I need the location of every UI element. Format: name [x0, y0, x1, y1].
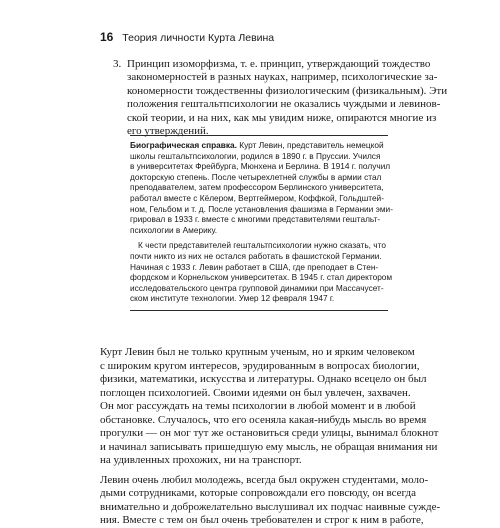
text-line: внимательно и доброжелательно выслушивал их подчас наивные сужде- [100, 500, 441, 513]
bio-first-line-text: Курт Левин, представитель немецкой [236, 140, 384, 150]
text-line: поглощен психологией. Своими идеями он был увлечен, захвачен. [100, 386, 411, 399]
page-number: 16 [100, 30, 114, 44]
text-line: прогулки — он мог тут же остановиться среди улицы, вынимал блокнот [100, 427, 439, 439]
text-line: ской теории, и на них, как мы увидим ниже, опираются многие из [127, 111, 437, 124]
body-text [100, 346, 441, 528]
bio-line: почти никто из них не остался работать в фашистской Германии. [130, 250, 382, 261]
bio-line: исследовательского центра групповой динамики при Массачусет- [130, 282, 384, 293]
bio-line: работал вместе с Кёлером, Вертгеймером, Коффкой, Гольдштей- [130, 192, 384, 203]
bio-first-line [130, 140, 388, 151]
text-line: обстановке. Случалось, что его осеняла какая-нибудь мысль во время [100, 413, 427, 426]
text-line: его утверждений. [127, 125, 209, 138]
text-line: и начинал записывать пришедшую ему мысль, не обращая внимания ни [100, 440, 438, 453]
bio-line: ном, Гельбом и т. д. После установления фашизма в Германии эми- [130, 203, 393, 214]
text-line: положения гештальтпсихологии не оказались чуждыми и левинов- [127, 98, 441, 111]
bio-line: психологии в Америку. [130, 224, 218, 235]
body-paragraph [100, 346, 439, 468]
text-line: кономерности тождественны физиологическим (физикальным). Эти [127, 84, 448, 97]
text-line: физики, математики, искусства и литературы. Однако всецело он был [100, 373, 427, 385]
list-item [113, 58, 448, 138]
bio-line: докторскую степень. После четырехлетней службы в армии стал [130, 171, 382, 182]
bio-line: К чести представителей гештальтпсихологии нужно сказать, что [138, 240, 386, 251]
bio-line: в университетах Фрейбурга, Мюнхена и Берлина. В 1914 г. получил [130, 161, 391, 172]
text-line: Курт Левин был не только крупным ученым, но и ярким человеком [100, 346, 415, 358]
body-paragraph [100, 473, 441, 528]
bio-line: ском институте технологии. Умер 12 февраля 1947 г. [130, 293, 335, 304]
running-title: Теория личности Курта Левина [122, 32, 275, 44]
bio-line: Начиная с 1933 г. Левин работает в США, где преподает в Стен- [130, 261, 379, 272]
text-line: Он мог рассуждать на темы психологии в любой момент и в любой [100, 400, 416, 412]
text-line: ния. Вместе с тем он был очень требователен и строг к ним в работе, [100, 514, 424, 526]
bio-line: фордском и Корнельском университетах. В 1945 г. стал директором [130, 272, 393, 283]
bio-line: грировал в 1933 г. вместе с многими представителями гештальт- [130, 214, 381, 225]
text-line: дыми сотрудниками, которые сопровождали его повсюду, он всегда [100, 487, 416, 499]
running-header [100, 30, 274, 44]
biography-title: Биографическая справка. [130, 140, 237, 150]
text-line: на удивленных прохожих, ни на транспорт. [100, 454, 302, 466]
text-line: закономерностей в разных науках, например, психологические за- [127, 71, 438, 84]
biography-box [130, 135, 393, 311]
biography-paragraph [130, 240, 393, 304]
bio-line: школы гештальтпсихологии, родился в 1890 г. в Пруссии. Учился [130, 150, 381, 161]
list-number: 3. [113, 58, 122, 70]
text-line: Принцип изоморфизма, т. е. принцип, утверждающий тождество [127, 58, 431, 70]
text-line: с широким кругом интересов, эрудированным в вопросах биологии, [100, 359, 420, 372]
text-line: Левин очень любил молодежь, всегда был окружен студентами, моло- [100, 473, 429, 486]
biography-paragraph [130, 140, 393, 235]
bio-line: преподавателем, затем профессором Берлинского университета, [130, 182, 384, 193]
